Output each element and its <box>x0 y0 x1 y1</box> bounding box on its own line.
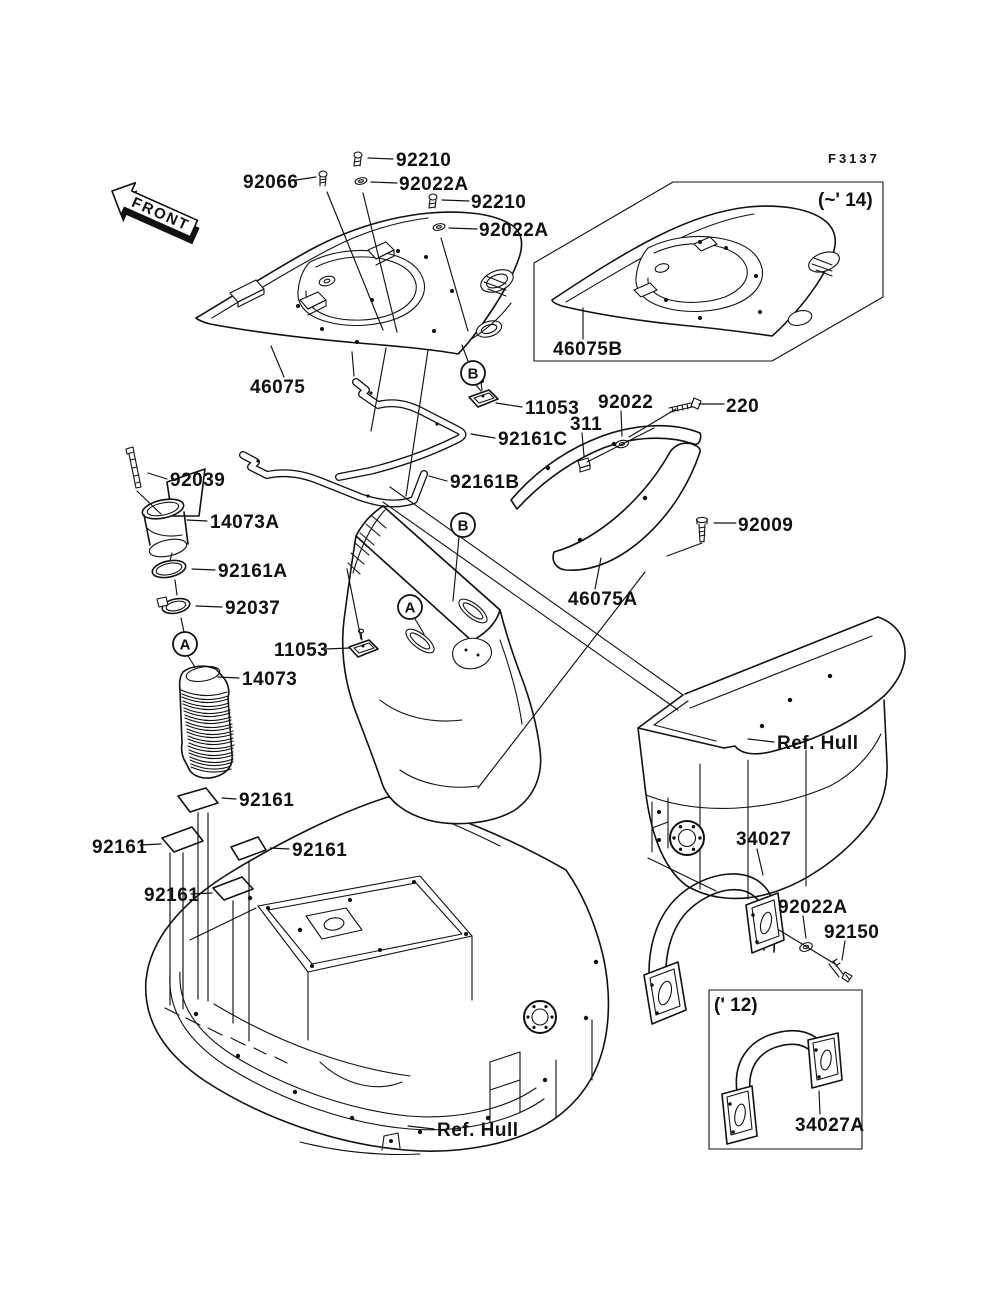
callout-14073: 14073 <box>242 669 298 690</box>
bottom-hull-drawing <box>146 797 609 1155</box>
ref-hull-lower: Ref. Hull <box>437 1120 519 1141</box>
callout-220: 220 <box>726 396 760 417</box>
callout-46075: 46075 <box>250 377 306 398</box>
callout-92210-mid: 92210 <box>471 192 527 213</box>
callout-92022a-bottom: 92022A <box>778 897 848 918</box>
callout-92161a: 92161A <box>218 561 288 582</box>
callout-92161-4: 92161 <box>144 885 200 906</box>
marker-a-tank-label: A <box>404 599 416 617</box>
figure-code: F3137 <box>828 151 880 166</box>
screw-92009-icon <box>697 517 708 542</box>
marker-a-stack-label: A <box>179 636 191 654</box>
marker-b-top <box>461 361 485 385</box>
callout-92210-top: 92210 <box>396 150 452 171</box>
callout-92150: 92150 <box>824 922 880 943</box>
marker-b-top-label: B <box>467 365 479 383</box>
callout-92022a-mid: 92022A <box>479 220 549 241</box>
callout-92161b: 92161B <box>450 472 520 493</box>
callout-311: 311 <box>570 414 603 435</box>
bolt-92066-icon <box>319 171 327 186</box>
callout-34027a: 34027A <box>795 1115 865 1136</box>
callout-92022: 92022 <box>598 392 654 413</box>
callout-11053-left: 11053 <box>274 640 329 661</box>
callout-34027: 34027 <box>736 829 792 850</box>
callout-46075a: 46075A <box>568 589 638 610</box>
callout-92161-1: 92161 <box>239 790 295 811</box>
note-2012: (' 12) <box>714 995 758 1016</box>
rivet-311-icon <box>578 458 590 472</box>
callout-46075b: 46075B <box>553 339 623 360</box>
washer-92022a-top-icon <box>354 177 367 186</box>
callout-92161-2: 92161 <box>92 837 148 858</box>
marker-a-tank <box>398 595 422 619</box>
callout-14073a: 14073A <box>210 512 280 533</box>
callout-92161c: 92161C <box>498 429 568 450</box>
marker-b-tank <box>451 513 475 537</box>
ring-92161a-icon <box>151 558 188 581</box>
duct-14073-drawing <box>180 664 234 778</box>
clamp-92037-icon <box>157 596 191 616</box>
callout-92039: 92039 <box>170 470 226 491</box>
screw-92210-mid-icon <box>429 194 437 208</box>
note-upto-2014: (~' 14) <box>818 190 873 211</box>
front-arrow-icon <box>102 175 205 251</box>
gasket-92161c-drawing <box>339 382 463 477</box>
callout-92037: 92037 <box>225 598 281 619</box>
front-arrow-label: FRONT <box>128 193 193 235</box>
callout-92161-3: 92161 <box>292 840 348 861</box>
deck-46075-drawing <box>196 212 522 354</box>
callout-92009: 92009 <box>738 515 794 536</box>
marker-b-tank-label: B <box>457 517 469 535</box>
callout-92066: 92066 <box>243 172 299 193</box>
callout-11053-top: 11053 <box>525 398 580 419</box>
ref-hull-upper: Ref. Hull <box>777 733 859 754</box>
callout-92022a-top: 92022A <box>399 174 469 195</box>
screw-92210-top-icon <box>354 152 362 166</box>
marker-a-stack <box>173 632 197 656</box>
bolt-92039-icon <box>126 447 141 488</box>
tank-body-drawing <box>343 506 541 824</box>
